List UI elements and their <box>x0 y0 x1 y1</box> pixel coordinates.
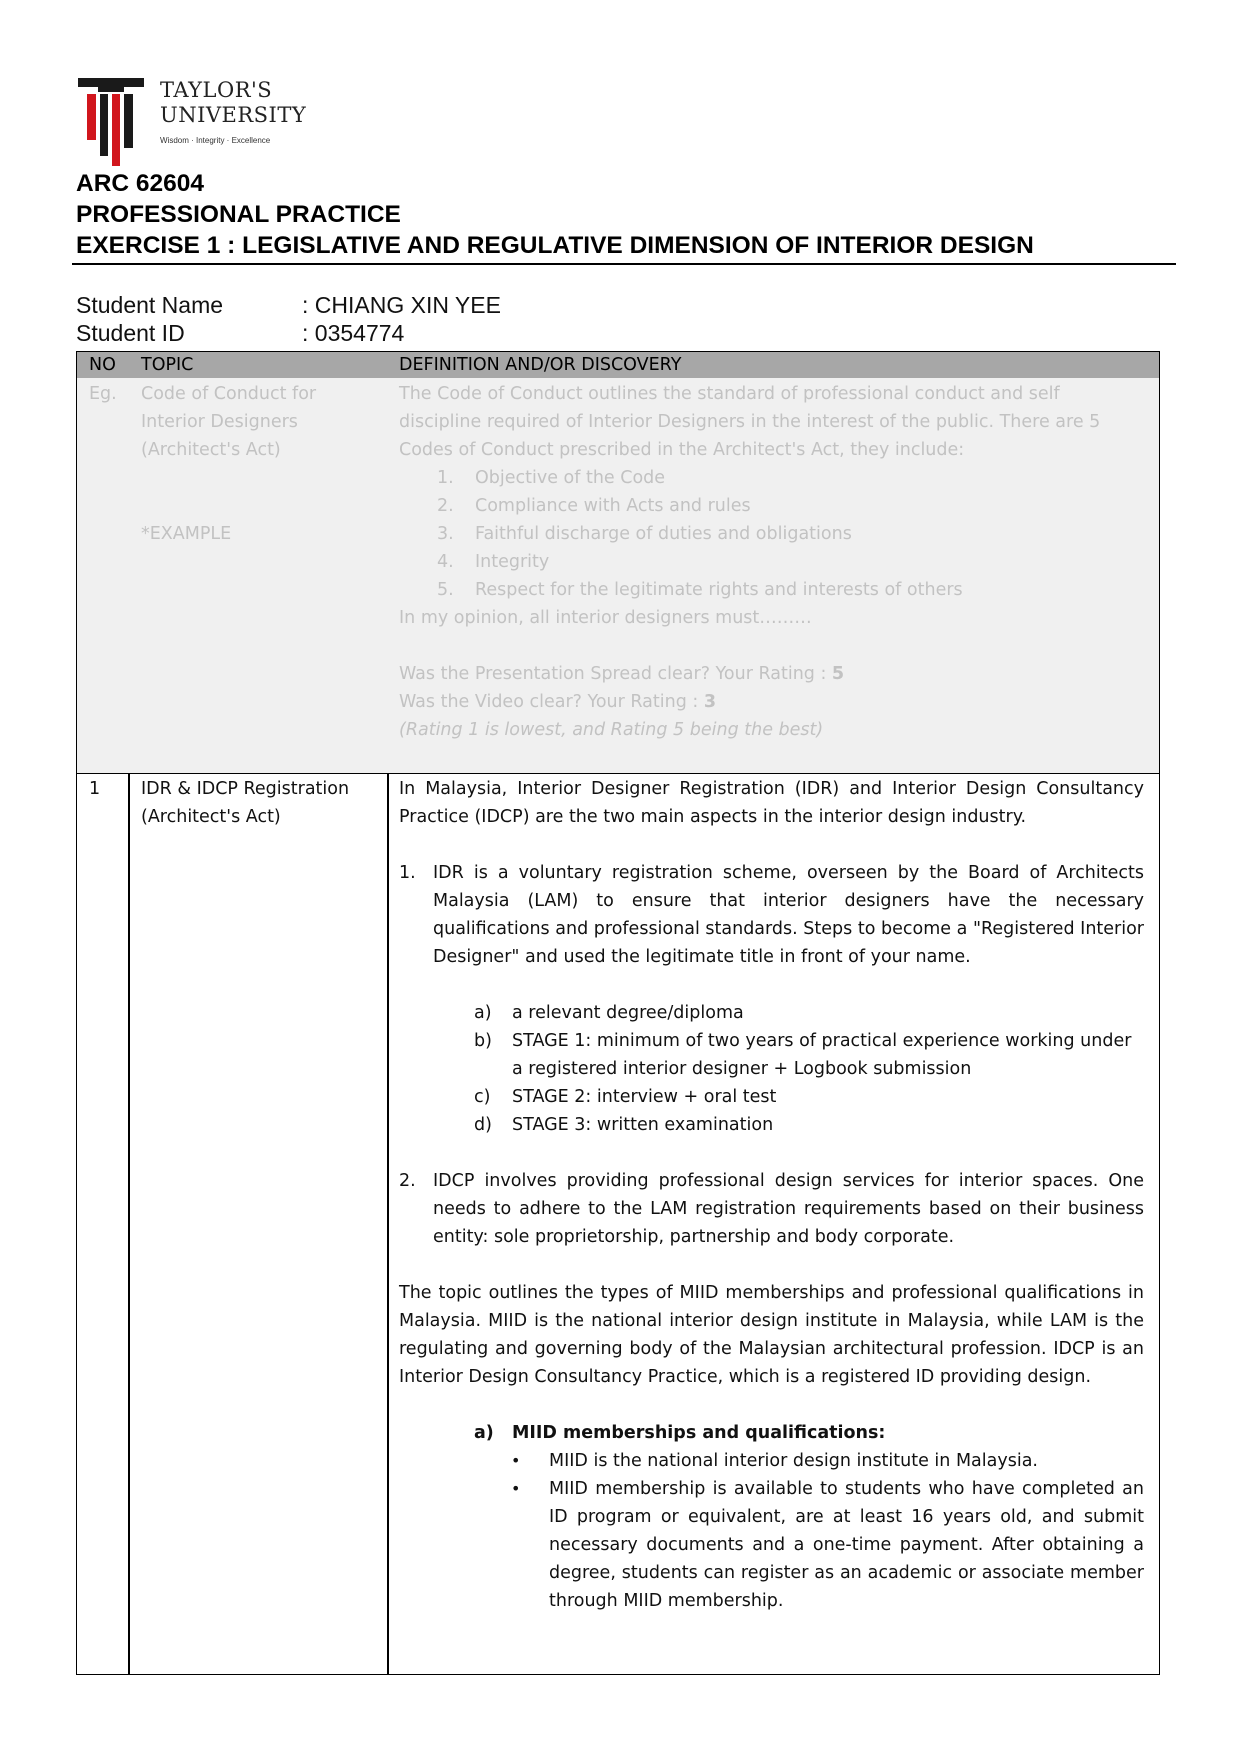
item-number: 2. <box>437 496 454 516</box>
section-title: MIID memberships and qualifications: <box>512 1423 886 1443</box>
rating-value: 3 <box>703 692 717 712</box>
item-text: Compliance with Acts and rules <box>475 496 751 516</box>
list-item <box>399 1447 1144 1475</box>
item-text: Faithful discharge of duties and obligations <box>475 524 852 544</box>
list-item <box>399 1027 1144 1083</box>
point-number: 2. <box>399 1171 416 1191</box>
step-text: STAGE 1: minimum of two years of practical experience working under a registered interior designer + Logbook submission <box>512 1031 1132 1079</box>
step-text: STAGE 2: interview + oral test <box>512 1087 777 1107</box>
step-letter: c) <box>474 1087 491 1107</box>
course-code: ARC 62604 <box>76 170 205 197</box>
row1-point-1 <box>399 859 1144 971</box>
example-row <box>77 378 1159 774</box>
student-id-value: : 0354774 <box>302 320 405 346</box>
taylors-crest-icon <box>78 78 148 166</box>
example-topic <box>141 380 377 548</box>
row1-topic-line: (Architect's Act) <box>141 807 281 827</box>
university-name <box>160 78 306 128</box>
list-item <box>437 464 1147 492</box>
list-item <box>399 1083 1144 1111</box>
example-rating-2 <box>399 688 1147 716</box>
bullet-icon: • <box>511 1451 521 1470</box>
step-letter: a) <box>474 1003 492 1023</box>
list-item <box>399 1475 1144 1615</box>
bullet-icon: • <box>511 1479 521 1498</box>
row1-section-a <box>399 1419 1144 1447</box>
course-title: PROFESSIONAL PRACTICE <box>76 201 401 228</box>
row1-no: 1 <box>89 779 101 799</box>
bullet-text: MIID membership is available to students who have completed an ID program or equivalent, are at least 16 years old, and submit necessary documents and a one-time payment. After obtaining a degree, students can register as an academic or associate member through MIID membership. <box>549 1479 1144 1611</box>
item-number: 5. <box>437 580 454 600</box>
header-topic: TOPIC <box>141 355 194 375</box>
row1-paragraph-2: The topic outlines the types of MIID memberships and professional qualifications in Malaysia. MIID is the national interior design institute in Malaysia, while LAM is the regulating and governing body of the Malaysian architectural profession. IDCP is an Interior Design Consultancy Practice, which is a registered ID providing design. <box>399 1283 1144 1387</box>
list-item <box>399 999 1144 1027</box>
row1-definition <box>399 775 1144 1615</box>
section-letter: a) <box>474 1423 494 1443</box>
rating-value: 5 <box>831 664 845 684</box>
university-logo <box>78 78 328 154</box>
list-item <box>399 1111 1144 1139</box>
exercise-title: EXERCISE 1 : LEGISLATIVE AND REGULATIVE DIMENSION OF INTERIOR DESIGN <box>76 232 1034 259</box>
item-number: 4. <box>437 552 454 572</box>
item-text: Integrity <box>475 552 550 572</box>
example-topic-line: (Architect's Act) <box>141 440 281 460</box>
logo-line-2: UNIVERSITY <box>160 103 307 127</box>
list-item <box>437 576 1147 604</box>
point-number: 1. <box>399 863 416 883</box>
example-no: Eg. <box>89 384 117 404</box>
topics-table <box>76 351 1160 1675</box>
student-id-label: Student ID <box>76 320 185 346</box>
item-text: Respect for the legitimate rights and interests of others <box>475 580 963 600</box>
example-opinion: In my opinion, all interior designers must……… <box>399 608 812 628</box>
row1-topic <box>141 775 381 831</box>
list-item <box>437 492 1147 520</box>
example-definition <box>399 380 1147 744</box>
row1-point-2 <box>399 1167 1144 1251</box>
example-intro: The Code of Conduct outlines the standard of professional conduct and self discipline required of Interior Designers in the interest of the public. There are 5 Codes of Conduct prescribed in the Architect's Act, they include: <box>399 384 1101 460</box>
student-name-label: Student Name <box>76 292 224 318</box>
table-header-row <box>77 352 1159 379</box>
student-name-value: : CHIANG XIN YEE <box>302 292 501 318</box>
row1-topic-line: IDR & IDCP Registration <box>141 779 350 799</box>
bullet-text: MIID is the national interior design institute in Malaysia. <box>549 1451 1038 1471</box>
example-rating-1 <box>399 660 1147 688</box>
header-no: NO <box>89 355 116 375</box>
example-topic-line: Interior Designers <box>141 412 298 432</box>
header-definition: DEFINITION AND/OR DISCOVERY <box>399 355 682 375</box>
example-topic-line: Code of Conduct for <box>141 384 317 404</box>
heading-divider <box>72 263 1176 265</box>
step-text: a relevant degree/diploma <box>512 1003 744 1023</box>
list-item <box>437 548 1147 576</box>
item-number: 3. <box>437 524 454 544</box>
list-item <box>437 520 1147 548</box>
step-text: STAGE 3: written examination <box>512 1115 774 1135</box>
logo-line-1: TAYLOR'S <box>160 78 273 102</box>
point-text: IDR is a voluntary registration scheme, overseen by the Board of Architects Malaysia (LAM) to ensure that interior designers have the necessary qualifications and professional standards. Steps to become a "Registered Interior Designer" and used the legitimate title in front of your name. <box>433 863 1144 967</box>
example-rating-note: (Rating 1 is lowest, and Rating 5 being the best) <box>399 720 824 740</box>
point-text: IDCP involves providing professional design services for interior spaces. One needs to adhere to the LAM registration requirements based on their business entity: sole proprietorship, partnership and body corporate. <box>433 1171 1144 1247</box>
step-letter: d) <box>474 1115 492 1135</box>
example-code-list <box>399 464 1147 604</box>
rating-question: Was the Presentation Spread clear? Your Rating : <box>399 664 832 684</box>
item-text: Objective of the Code <box>475 468 666 488</box>
rating-question: Was the Video clear? Your Rating : <box>399 692 704 712</box>
item-number: 1. <box>437 468 454 488</box>
example-note: *EXAMPLE <box>141 524 232 544</box>
logo-tagline: Wisdom · Integrity · Excellence <box>160 136 271 145</box>
step-letter: b) <box>474 1031 492 1051</box>
document-heading <box>76 168 1034 261</box>
row1-intro: In Malaysia, Interior Designer Registration (IDR) and Interior Design Consultancy Practice (IDCP) are the two main aspects in the interior design industry. <box>399 779 1144 827</box>
